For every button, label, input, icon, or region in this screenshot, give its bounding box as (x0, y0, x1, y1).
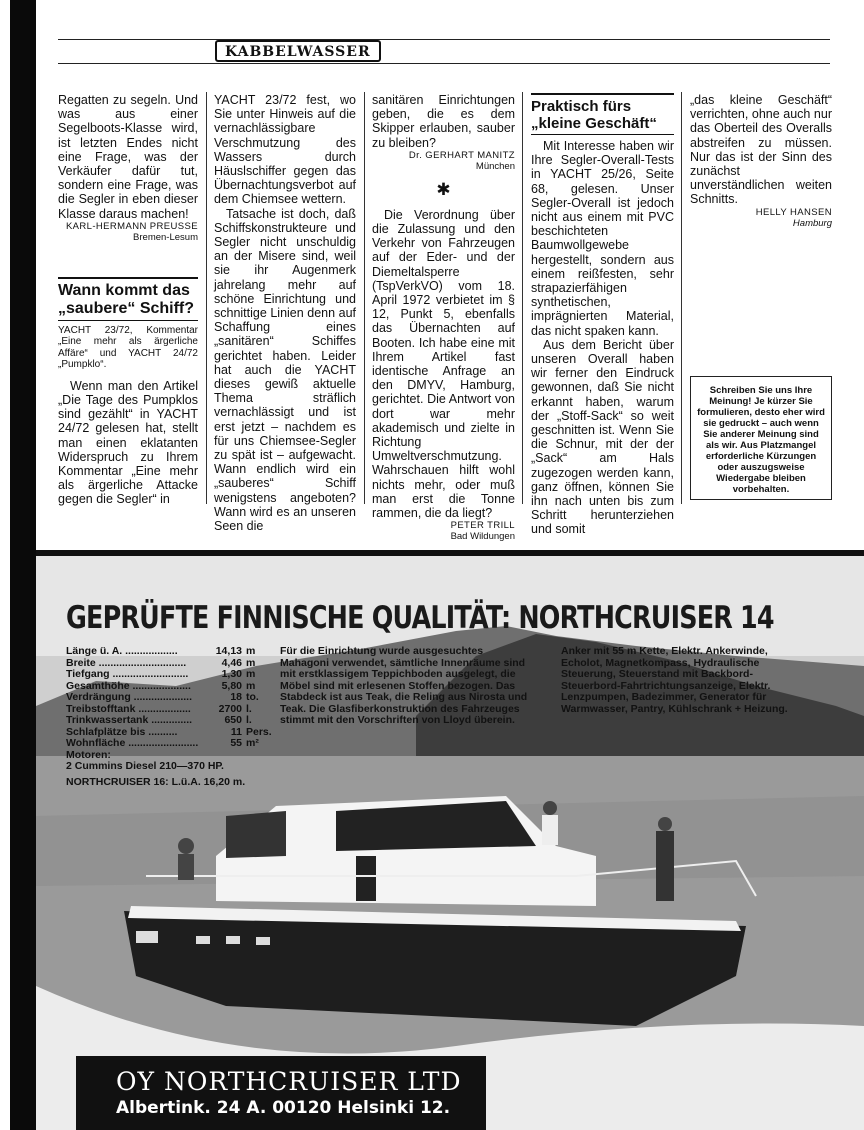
column-4 (531, 93, 674, 537)
letter-text: Die Verordnung über die Zulassung und den Verkehr von Fahrzeugen auf der Eder- und der Diemeltalsperre (TspVerkVO) vom 18. April 1972 verbietet im § 12, Punkt 5, ebenfalls das Übernachten auf Booten. Ich habe eine mit Ihrem Artikel fast identische Anfrage an den DMYV, Hamburg, gerichtet. Die Antwort von dort war mehr akademisch und zielte in Richtung Umweltverschmutzung. Wahrschauen hilft wohl nichts mehr, oder muß man erst die Tonne rammen, die da liegt? (372, 207, 515, 521)
page-edge-bar (10, 0, 36, 1130)
header-rule (58, 63, 830, 64)
letter-text: Tatsache ist doch, daß Schiffskonstrukteure und Segler nicht unschuldig an der Misere sind, weil sie ihr Augenmerk jahrelang mehr auf schöne Einrichtung und schnittige Linien denn auf Schaffung eines „sanitären“ Schiffes gerichtet haben. Leider hat auch die YACHT dieses gewiß aktuelle Thema sträflich vernachlässigt und ist erst jetzt – nachdem es für uns Chiemsee-Segler zu spät ist – aufgewacht. Wann endlich wird ein „sauberes“ Schiff wenigstens angeboten? Wann wird es an unseren Seen die (214, 206, 356, 534)
letter-place: Bremen-Lesum (133, 231, 198, 243)
spec-row: Verdrängung .................... 18 to. (66, 691, 259, 703)
spec-list (66, 646, 276, 788)
letter-text: sanitären Einrichtungen geben, die es dem Skipper erlauben, sauber zu bleiben? (372, 93, 515, 150)
column-divider (522, 92, 523, 504)
spec-row: Länge ü. A. .................. 14,13 m (66, 645, 256, 657)
top-rule (58, 39, 830, 40)
separator-star-icon: ✱ (436, 179, 451, 199)
column-divider (364, 92, 365, 504)
letter-text: YACHT 23/72 fest, wo Sie unter Hinweis auf die vernachlässigbare Verschmutzung des Wassers durch Häuslschiffer gegen das Übernachtungsverbot auf dem Chiemsee wettern. (214, 93, 356, 207)
letter-place: Hamburg (792, 217, 832, 229)
spec-row: Tiefgang .......................... 1,30 m (66, 668, 256, 680)
letter-signature: PETER TRILL (450, 520, 515, 532)
spec-row: Breite .............................. 4,46 m (66, 656, 256, 669)
letter-text: Wenn man den Artikel „Die Tage des Pumpklos sind gezählt“ in YACHT 24/72 gelesen hat, stellt man einen eklatanten Widerspruch zu Ihrem Kommentar „Eine mehr als ärgerliche Attacke gegen die Segler“ in (58, 378, 198, 507)
letter-place: Bad Wildungen (450, 531, 515, 543)
column-2 (214, 93, 356, 533)
company-address: Albertink. 24 A. 00120 Helsinki 12. (116, 1098, 451, 1118)
letter-text: Aus dem Bericht über unseren Overall haben wir ferner den Eindruck gewonnen, daß Sie nicht erkannt haben, warum der „Stoff-Sack“ so weit geschnitten ist. Wenn Sie die Schnur, mit der der „Sack“ am Hals zugezogen werden kann, ganz öffnen, können Sie ihn nach unten bis zum Schritt herunterziehen und somit (531, 337, 674, 537)
letter-signature: HELLY HANSEN (755, 206, 832, 218)
spec-row: Treibstofftank .................. 2700 l. (66, 702, 252, 715)
ad-description: Für die Einrichtung wurde ausgesuchtes Mahagoni verwendet, sämtliche Innenräume sind mit erstklassigem Teppichboden ausgelegt, die Möbel sind mit erlesenen Stoffen bezogen. Das Stabdeck ist aus Teak, die Reling aus Nirosta und Teak. Die Glasfiberkonstruktion des Fahrzeuges stimmt mit den Vorschriften von Lloyd überein. (280, 645, 528, 726)
letter-headline: Wann kommt das „saubere“ Schiff? (58, 277, 198, 321)
motor-value: 2 Cummins Diesel 210—370 HP. (66, 760, 224, 772)
letter-headline: Praktisch fürs „kleine Geschäft“ (531, 93, 674, 135)
letter-reference: YACHT 23/72, Kommentar „Eine mehr als ärgerliche Affäre“ und YACHT 24/72 „Pumpklo“. (58, 324, 198, 371)
letter-signature: Dr. GERHART MANITZ (408, 149, 515, 161)
spec-row: Gesamthöhe .................... 5,80 m (66, 679, 256, 692)
company-logo-box (76, 1056, 486, 1130)
letter-place: München (475, 160, 515, 172)
letter-text: Mit Interesse haben wir Ihre Segler-Overall-Tests in YACHT 25/26, Seite 68, gelesen. Unser Segler-Overall ist jedoch nicht aus einem mit PVC beschichteten Baumwollgewebe hergestellt, sondern aus einem reißfesten, sehr strapazierfähigen synthetischen, imprägnierten Material, das nicht spaken kann. (531, 139, 674, 338)
company-name: OY NORTHCRUISER LTD (116, 1067, 462, 1096)
column-divider (206, 92, 207, 504)
ad-headline: GEPRÜFTE FINNISCHE QUALITÄT: NORTHCRUISER 14 (66, 600, 774, 636)
section-masthead: KABBELWASSER (215, 40, 381, 62)
column-1 (58, 93, 198, 507)
spec-row: Trinkwassertank .............. 650 l. (66, 714, 252, 726)
column-3 (372, 93, 515, 542)
letter-text: Regatten zu segeln. Und was aus einer Segelboots-Klasse wird, ist letzten Endes nicht eine Frage, was der Verkäufer dafür tut, sondern eine Frage, was die Segler in eben dieser Klasse daraus machen! (58, 93, 198, 221)
column-5 (690, 93, 832, 229)
letter-signature: KARL-HERMANN PREUSSE (65, 220, 198, 232)
model-16-info: NORTHCRUISER 16: L.ü.A. 16,20 m. (66, 775, 246, 788)
ad-photo-background (36, 556, 864, 1130)
spec-row: Schlafplätze bis .......... 11 Pers. (66, 725, 272, 738)
spec-row: Wohnfläche ........................ 55 m² (66, 737, 259, 749)
northcruiser-advertisement (36, 556, 864, 1130)
column-divider (681, 92, 682, 504)
editorial-note-box: Schreiben Sie uns Ihre Meinung! Je kürzer Sie formulieren, desto eher wird sie gedruckt – auch wenn Sie anderer Meinung sind als wir. Aus Platzmangel erforderliche Kürzungen oder auszugsweise Wiedergabe bleiben vorbehalten. (690, 376, 832, 500)
ad-equipment: Anker mit 55 m Kette, Elektr. Ankerwinde, Echolot, Magnetkompass, Hydraulische Steuerung, Steuerstand mit Backbord-Steuerbord-Fahrtrichtungsanzeige, Elektr. Lenzpumpen, Badezimmer, Generator für Warmwasser, Pantry, Kühlschrank + Heizung. (561, 645, 788, 715)
motor-label: Motoren: (66, 748, 111, 761)
letter-text: „das kleine Geschäft“ verrichten, ohne auch nur das Oberteil des Overalls abstreifen zu müssen. Nur das ist der Sinn des zunächst unverständlichen weiten Schnitts. (690, 93, 832, 207)
